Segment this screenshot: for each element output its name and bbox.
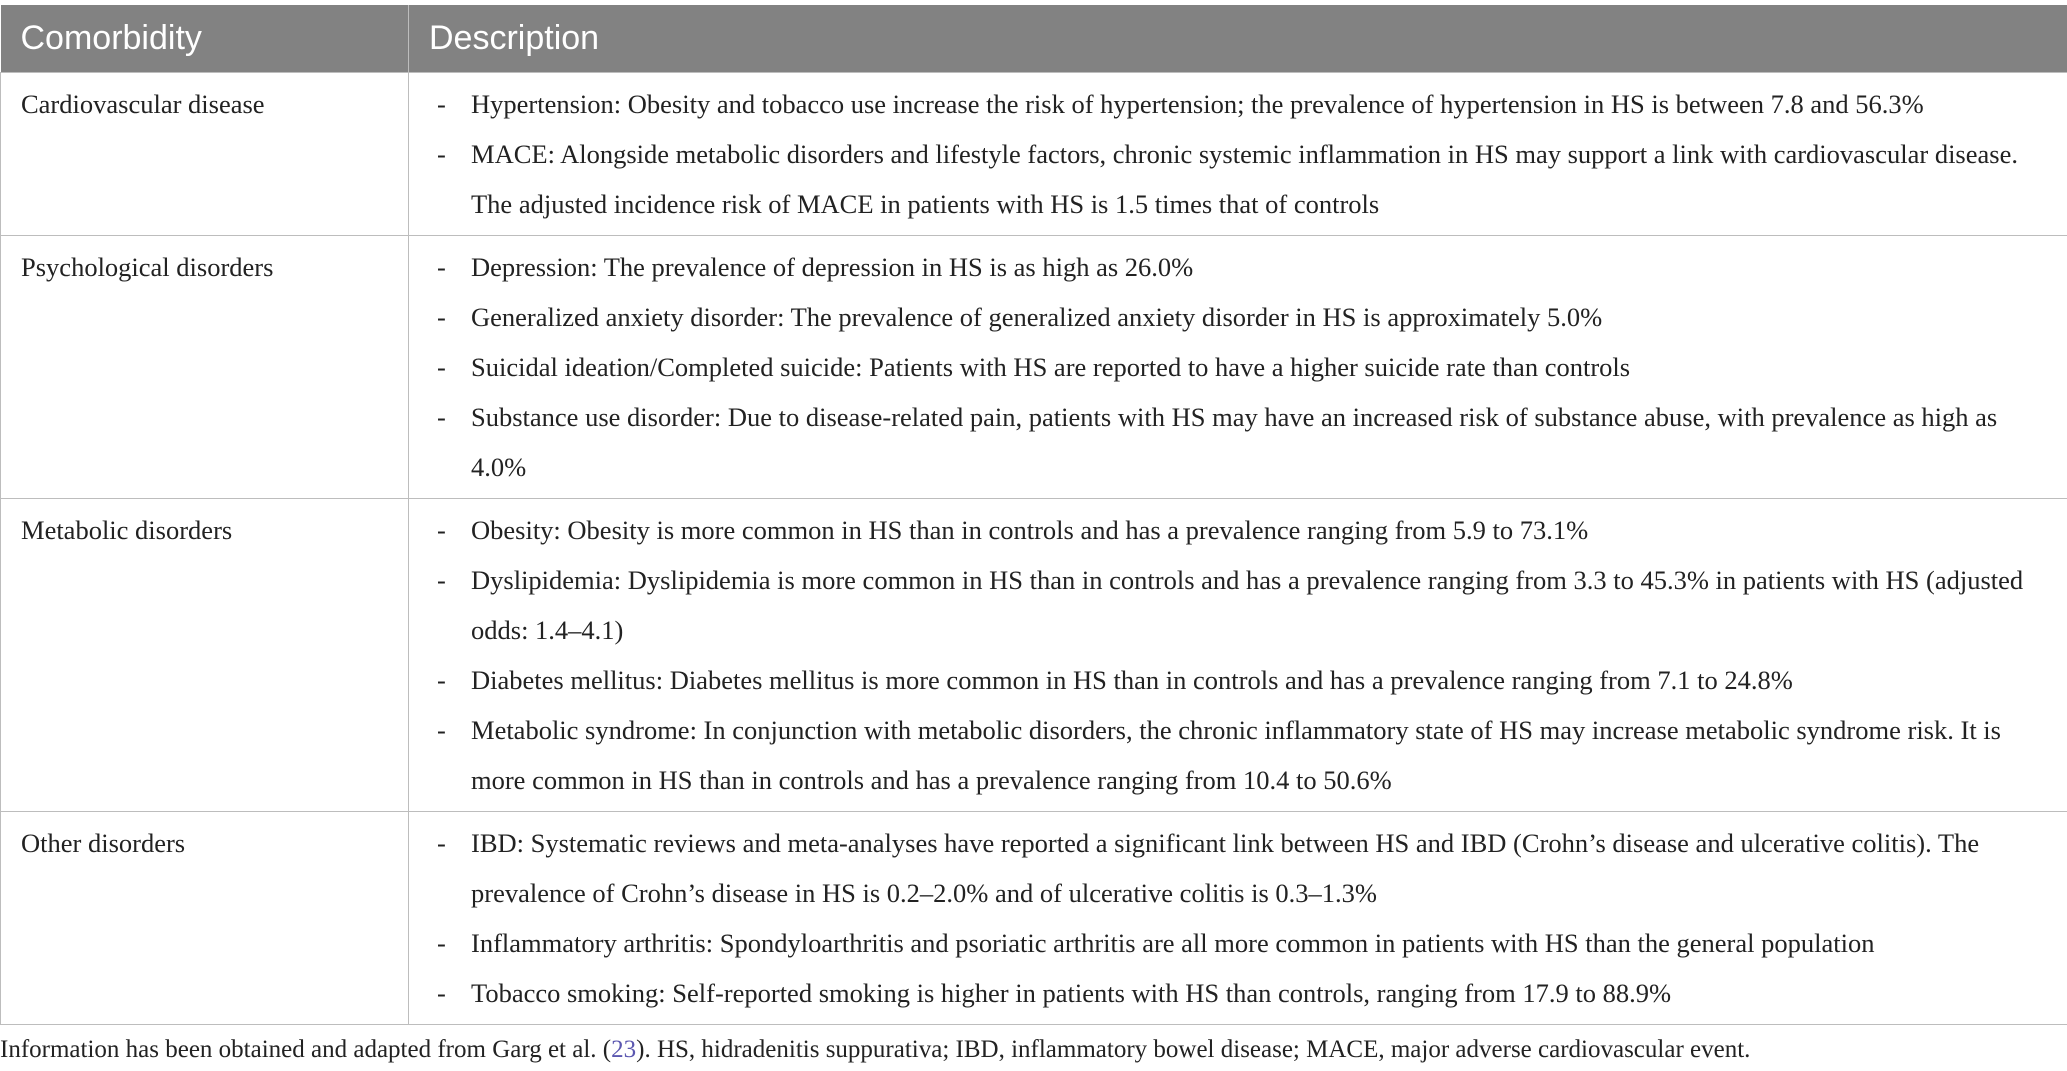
table-body (1, 73, 2067, 1025)
description-list (429, 818, 2047, 1018)
description-item (429, 505, 2047, 555)
description-list (429, 505, 2047, 805)
bullet-dash: - (437, 665, 446, 695)
comorbidity-category: Metabolic disorders (1, 499, 409, 812)
bullet-dash: - (437, 928, 446, 958)
description-item-text: Metabolic syndrome: In conjunction with metabolic disorders, the chronic inflammatory state of HS may increase metabolic syndrome risk. It is more common in HS than in controls and has a prevalence ranging from 10.4 to 50.6% (471, 715, 2001, 795)
description-item (429, 918, 2047, 968)
bullet-dash: - (437, 565, 446, 595)
description-item (429, 342, 2047, 392)
description-item-text: Obesity: Obesity is more common in HS than in controls and has a prevalence ranging from 5.9 to 73.1% (471, 515, 1589, 545)
description-item (429, 555, 2047, 655)
description-item-text: Diabetes mellitus: Diabetes mellitus is more common in HS than in controls and has a prevalence ranging from 7.1 to 24.8% (471, 665, 1793, 695)
bullet-dash: - (437, 302, 446, 332)
description-item-text: Substance use disorder: Due to disease-related pain, patients with HS may have an increased risk of substance abuse, with prevalence as high as 4.0% (471, 402, 1998, 482)
description-item (429, 292, 2047, 342)
description-item (429, 79, 2047, 129)
comorbidity-category: Cardiovascular disease (1, 73, 409, 236)
header-comorbidity: Comorbidity (1, 5, 409, 73)
description-item (429, 129, 2047, 229)
description-list (429, 79, 2047, 229)
table-row (1, 236, 2067, 499)
description-item-text: Hypertension: Obesity and tobacco use increase the risk of hypertension; the prevalence of hypertension in HS is between 7.8 and 56.3% (471, 89, 1924, 119)
footnote-text-after: ). HS, hidradenitis suppurativa; IBD, inflammatory bowel disease; MACE, major adverse cardiovascular event. (636, 1036, 1751, 1063)
bullet-dash: - (437, 252, 446, 282)
description-item (429, 655, 2047, 705)
description-item-text: MACE: Alongside metabolic disorders and lifestyle factors, chronic systemic inflammation in HS may support a link with cardiovascular disease. The adjusted incidence risk of MACE in patients with HS is 1.5 times that of controls (471, 139, 2018, 219)
description-item-text: Generalized anxiety disorder: The prevalence of generalized anxiety disorder in HS is approximately 5.0% (471, 302, 1603, 332)
table-header-row (1, 5, 2067, 73)
footnote-text-before: Information has been obtained and adapted from Garg et al. ( (0, 1036, 612, 1063)
description-item (429, 705, 2047, 805)
description-item-text: Tobacco smoking: Self-reported smoking is higher in patients with HS than controls, ranging from 17.9 to 88.9% (471, 978, 1672, 1008)
bullet-dash: - (437, 89, 446, 119)
comorbidity-table-container (0, 5, 2067, 1025)
bullet-dash: - (437, 352, 446, 382)
bullet-dash: - (437, 715, 446, 745)
description-item (429, 392, 2047, 492)
header-description: Description (409, 5, 2067, 73)
bullet-dash: - (437, 515, 446, 545)
description-item-text: Suicidal ideation/Completed suicide: Patients with HS are reported to have a higher suicide rate than controls (471, 352, 1631, 382)
table-row (1, 73, 2067, 236)
bullet-dash: - (437, 402, 446, 432)
bullet-dash: - (437, 828, 446, 858)
description-item-text: Inflammatory arthritis: Spondyloarthritis and psoriatic arthritis are all more common in patients with HS than the general population (471, 928, 1875, 958)
table-footnote (0, 1030, 1750, 1070)
comorbidity-category: Other disorders (1, 812, 409, 1025)
description-cell (409, 236, 2067, 499)
description-cell (409, 812, 2067, 1025)
description-item (429, 242, 2047, 292)
bullet-dash: - (437, 139, 446, 169)
comorbidity-table (0, 5, 2067, 1025)
footnote-reference-link[interactable]: 23 (611, 1036, 637, 1063)
description-cell (409, 499, 2067, 812)
comorbidity-category: Psychological disorders (1, 236, 409, 499)
description-item-text: IBD: Systematic reviews and meta-analyses have reported a significant link between HS and IBD (Crohn’s disease and ulcerative colitis). The prevalence of Crohn’s disease in HS is 0.2–2.0% and of ulcerative colitis is 0.3–1.3% (471, 828, 1980, 908)
description-item (429, 818, 2047, 918)
description-item-text: Depression: The prevalence of depression in HS is as high as 26.0% (471, 252, 1194, 282)
bullet-dash: - (437, 978, 446, 1008)
table-row (1, 812, 2067, 1025)
description-item (429, 968, 2047, 1018)
description-item-text: Dyslipidemia: Dyslipidemia is more common in HS than in controls and has a prevalence ranging from 3.3 to 45.3% in patients with HS (adjusted odds: 1.4–4.1) (471, 565, 2024, 645)
description-cell (409, 73, 2067, 236)
description-list (429, 242, 2047, 492)
table-row (1, 499, 2067, 812)
